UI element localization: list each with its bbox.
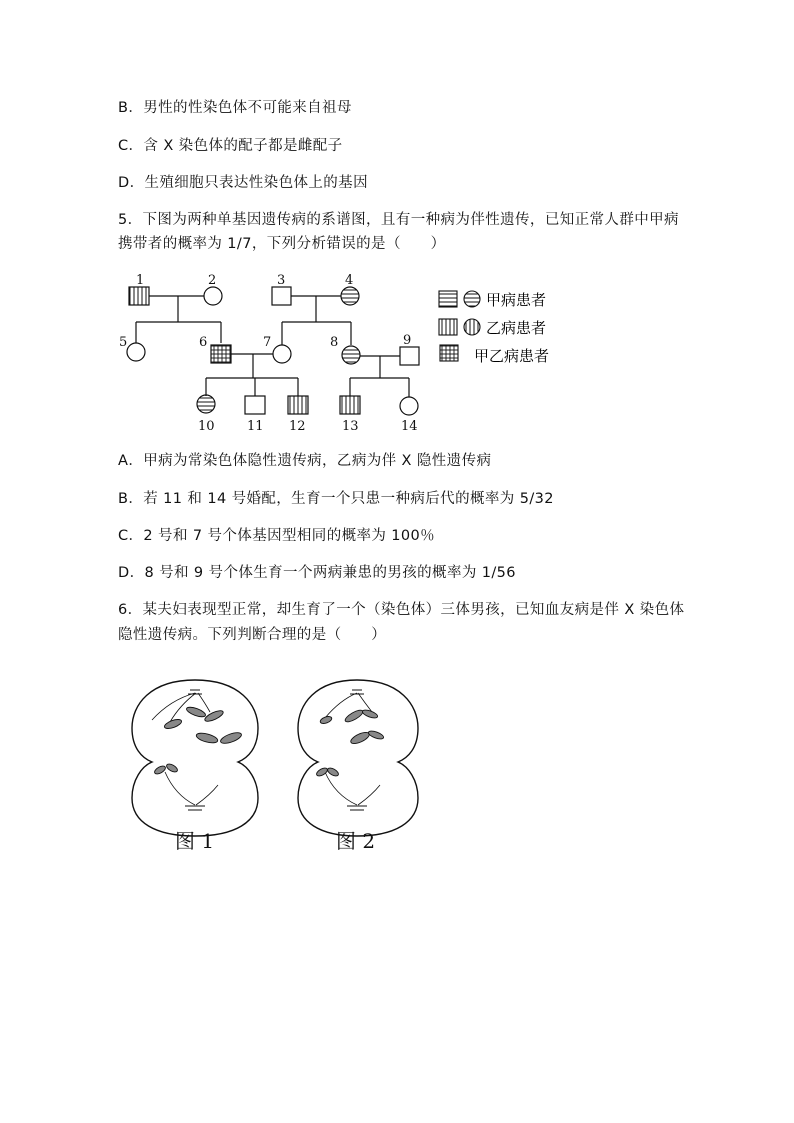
individual-2-female: [204, 287, 222, 305]
q5-option-a: A．甲病为常染色体隐性遗传病，乙病为伴 X 隐性遗传病: [118, 453, 492, 469]
legend-jia-male-symbol: [439, 291, 457, 307]
option-d-prev: D．生殖细胞只表达性染色体上的基因: [118, 175, 368, 191]
figure-1-chromosomes: [153, 705, 242, 775]
figure-2-label: 图 2: [336, 829, 376, 853]
q5-stem-line2: 携带者的概率为 1/7，下列分析错误的是（ ）: [118, 236, 446, 252]
label-8: 8: [330, 335, 339, 350]
individual-14-female: [400, 397, 418, 415]
label-7: 7: [263, 335, 272, 350]
q6-stem-line1: 6．某夫妇表现型正常，却生育了一个（染色体）三体男孩，已知血友病是伴 X 染色体: [118, 602, 685, 618]
q6-stem-line2: 隐性遗传病。下列判断合理的是（ ）: [118, 627, 387, 643]
legend-jia-label: 甲病患者: [486, 291, 547, 309]
option-b-prev: B．男性的性染色体不可能来自祖母: [118, 100, 352, 116]
label-4: 4: [345, 273, 354, 288]
legend-jiayi-male-symbol: [440, 345, 458, 361]
individual-11-male: [245, 396, 265, 414]
option-c-prev: C．含 X 染色体的配子都是雌配子: [118, 138, 343, 154]
figure-2-chromosomes: [315, 708, 384, 778]
figure-1-label: 图 1: [175, 829, 215, 853]
label-6: 6: [199, 335, 208, 350]
q5-option-b: B．若 11 和 14 号婚配，生育一个只患一种病后代的概率为 5/32: [118, 491, 554, 507]
label-2: 2: [208, 273, 217, 288]
individual-5-female: [127, 343, 145, 361]
q5-option-c: C．2 号和 7 号个体基因型相同的概率为 100％: [118, 528, 436, 544]
individual-3-male: [272, 287, 291, 305]
individual-12-male: [288, 396, 308, 414]
pedigree-diagram: [0, 262, 794, 442]
legend-yi-female-symbol: [464, 319, 480, 335]
individual-10-female: [197, 395, 215, 413]
individual-7-female: [273, 345, 291, 363]
cell-division-figures: [0, 670, 794, 870]
individual-9-male: [400, 347, 419, 365]
label-11: 11: [247, 419, 264, 434]
label-13: 13: [342, 419, 359, 434]
label-9: 9: [403, 333, 412, 348]
legend-yi-label: 乙病患者: [486, 319, 547, 337]
figure-1-cell: [132, 680, 258, 836]
q5-option-d: D．8 号和 9 号个体生育一个两病兼患的男孩的概率为 1/56: [118, 565, 516, 581]
legend-jia-female-symbol: [464, 291, 480, 307]
individual-8-female: [342, 346, 360, 364]
label-1: 1: [136, 273, 145, 288]
legend-jiayi-label: 甲乙病患者: [474, 347, 550, 365]
q5-stem-line1: 5．下图为两种单基因遗传病的系谱图，且有一种病为伴性遗传，已知正常人群中甲病: [118, 212, 679, 228]
label-14: 14: [401, 419, 418, 434]
individual-1-male: [129, 287, 149, 305]
label-10: 10: [198, 419, 215, 434]
label-3: 3: [277, 273, 286, 288]
pedigree-legend: [439, 291, 549, 365]
individual-6-male: [211, 345, 231, 363]
legend-yi-male-symbol: [439, 319, 457, 335]
individual-13-male: [340, 396, 360, 414]
individual-4-female: [341, 287, 359, 305]
figure-2-cell: [298, 680, 418, 836]
label-5: 5: [119, 335, 128, 350]
label-12: 12: [289, 419, 306, 434]
